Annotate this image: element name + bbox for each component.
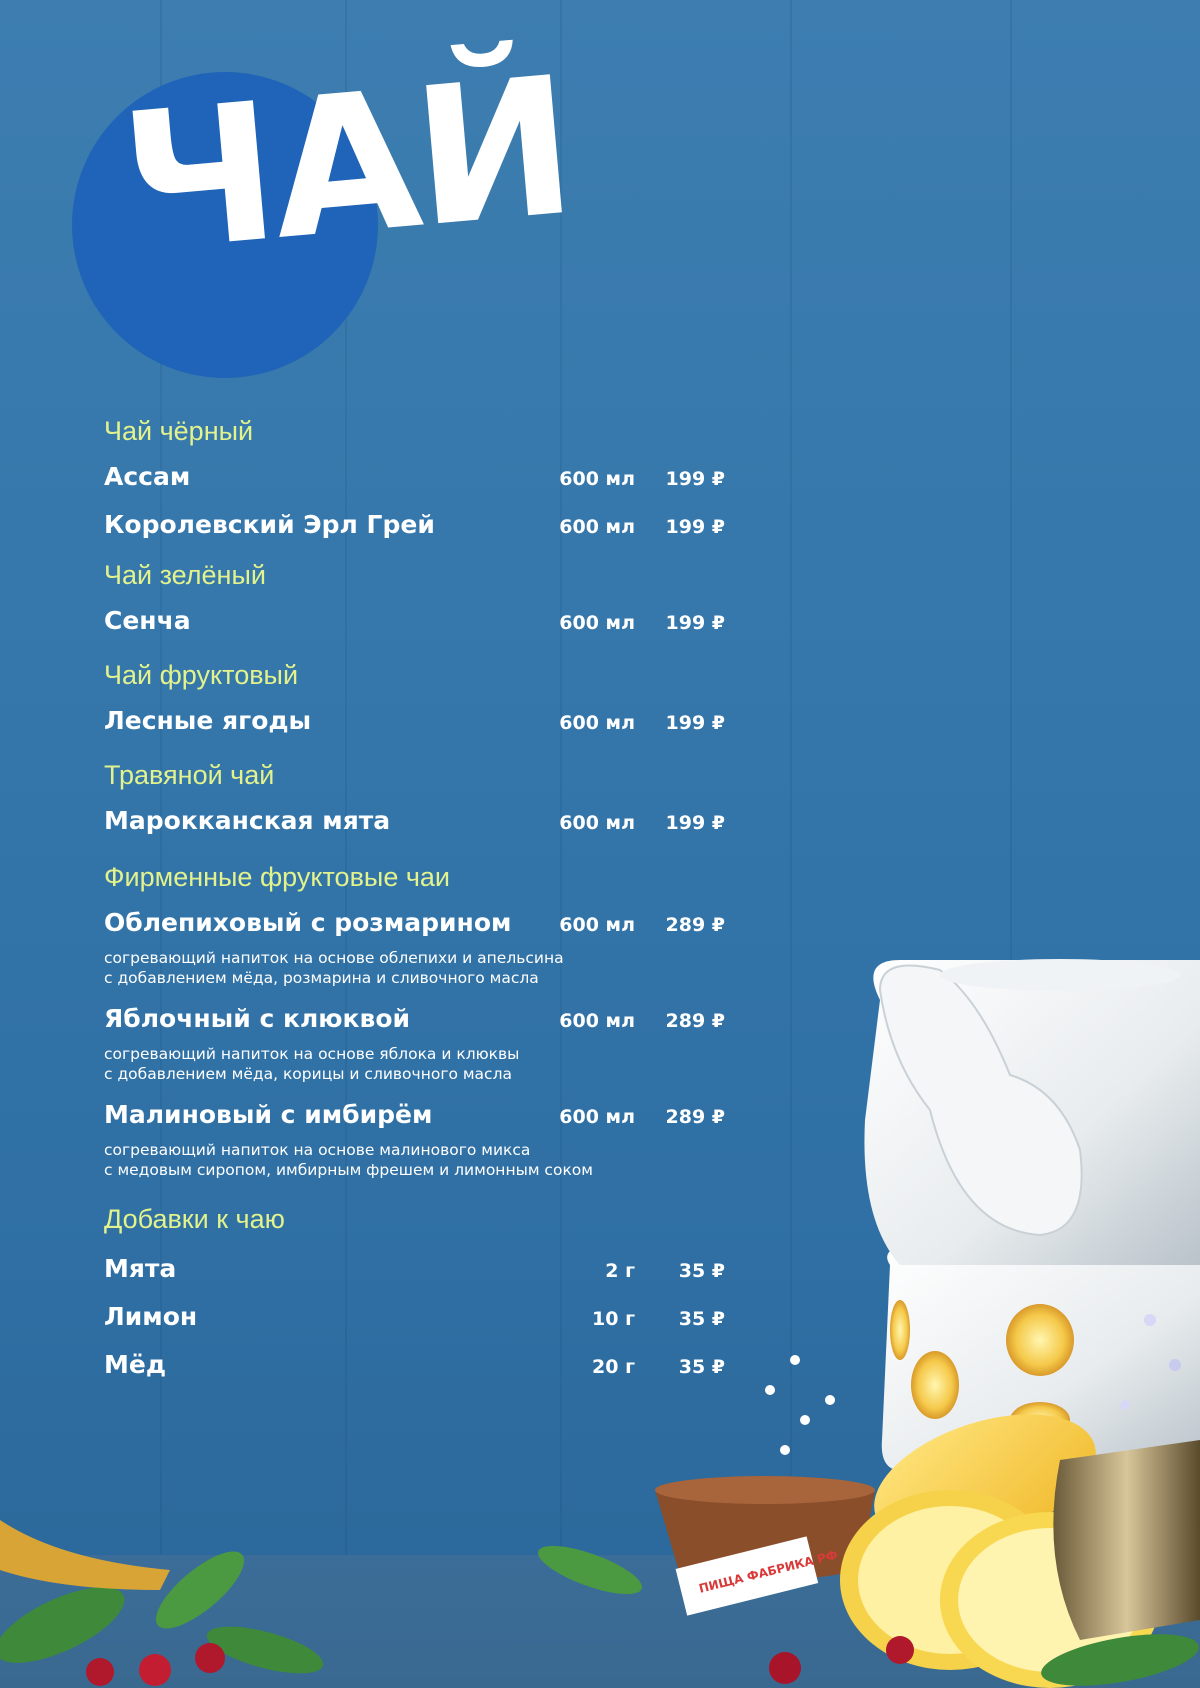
menu-item-price: 199 ₽ xyxy=(665,468,725,490)
category-heading: Чай чёрный xyxy=(104,416,254,446)
napkin xyxy=(0,1520,170,1590)
sugar-packet-label: ПИЩА ФАБРИКА РФ xyxy=(697,1547,840,1596)
menu-item-volume: 600 мл xyxy=(559,468,635,490)
menu-item-volume: 600 мл xyxy=(559,1106,635,1128)
menu-item-price: 289 ₽ xyxy=(665,914,725,936)
menu-item-price: 35 ₽ xyxy=(678,1260,725,1282)
menu-item-name: Королевский Эрл Грей xyxy=(104,510,435,539)
teapot xyxy=(864,959,1200,1265)
menu-item-price: 289 ₽ xyxy=(665,1106,725,1128)
description-line: согревающий напиток на основе малинового микса xyxy=(104,1141,531,1159)
menu-item-price: 199 ₽ xyxy=(665,612,725,634)
menu-item-volume: 10 г xyxy=(592,1308,635,1330)
category-heading: Фирменные фруктовые чаи xyxy=(104,862,451,892)
menu-item-name: Лесные ягоды xyxy=(104,706,312,735)
description-line: согревающий напиток на основе облепихи и апельсина xyxy=(104,949,564,967)
menu-item-name: Лимон xyxy=(104,1302,198,1331)
menu-item-name: Мята xyxy=(104,1254,177,1283)
menu-item-name: Марокканская мята xyxy=(104,806,391,835)
description-line: с добавлением мёда, корицы и сливочного масла xyxy=(104,1065,512,1083)
description-line: с медовым сиропом, имбирным фрешем и лимонным соком xyxy=(104,1161,593,1179)
category-heading: Чай зелёный xyxy=(104,560,266,590)
category-heading: Добавки к чаю xyxy=(104,1204,285,1234)
menu-item-volume: 20 г xyxy=(592,1356,635,1378)
menu-item-price: 199 ₽ xyxy=(665,812,725,834)
description-line: согревающий напиток на основе яблока и клюквы xyxy=(104,1045,520,1063)
menu-item-name: Сенча xyxy=(104,606,191,635)
menu-item-volume: 600 мл xyxy=(559,516,635,538)
menu-item-name: Малиновый с имбирём xyxy=(104,1100,433,1129)
menu-item-name: Мёд xyxy=(104,1350,167,1379)
menu-item-price: 199 ₽ xyxy=(665,516,725,538)
menu-item-volume: 600 мл xyxy=(559,812,635,834)
menu-item-price: 199 ₽ xyxy=(665,712,725,734)
category-heading: Травяной чай xyxy=(104,760,275,790)
menu-item-volume: 2 г xyxy=(605,1260,635,1282)
page-title: ЧАЙ xyxy=(114,35,580,295)
menu-item-name: Яблочный с клюквой xyxy=(104,1004,411,1033)
menu-item-price: 289 ₽ xyxy=(665,1010,725,1032)
menu-item-volume: 600 мл xyxy=(559,1010,635,1032)
menu-item-name: Ассам xyxy=(104,462,191,491)
description-line: с добавлением мёда, розмарина и сливочного масла xyxy=(104,969,539,987)
menu-item-price: 35 ₽ xyxy=(678,1356,725,1378)
menu-item-volume: 600 мл xyxy=(559,612,635,634)
cranberries xyxy=(86,1636,914,1686)
menu-item-price: 35 ₽ xyxy=(678,1308,725,1330)
menu-item-volume: 600 мл xyxy=(559,914,635,936)
category-heading: Чай фруктовый xyxy=(104,660,299,690)
menu-item-volume: 600 мл xyxy=(559,712,635,734)
brass-cup xyxy=(1053,1440,1200,1640)
menu-item-name: Облепиховый с розмарином xyxy=(104,908,512,937)
